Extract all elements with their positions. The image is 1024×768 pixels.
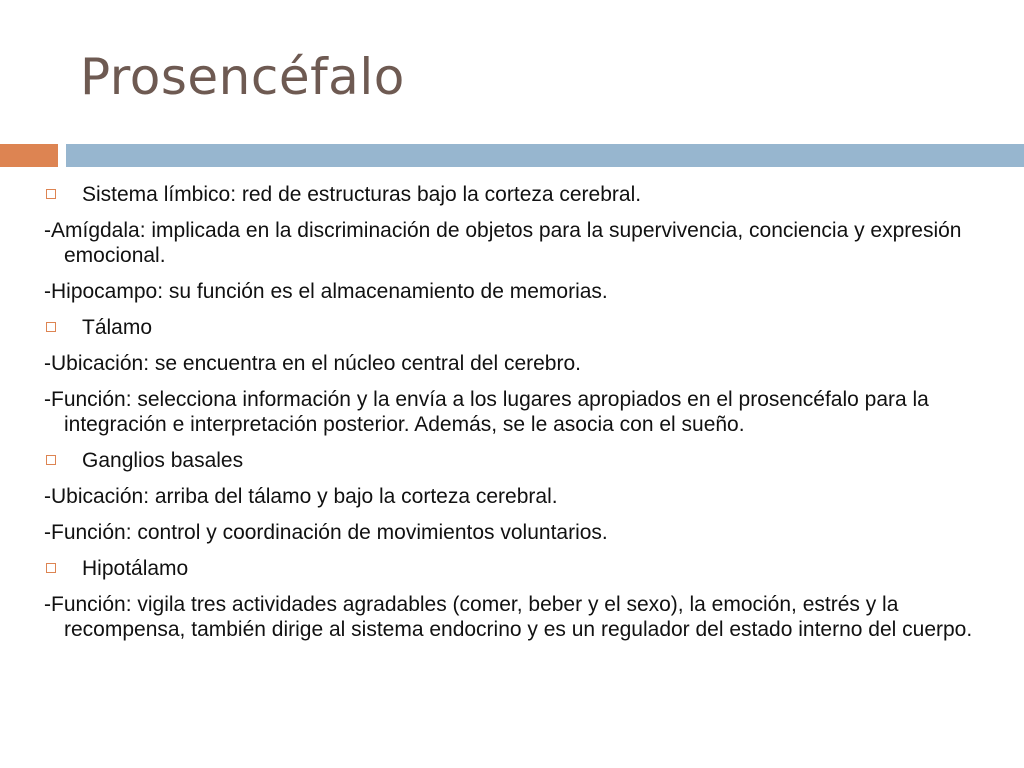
accent-bar	[0, 144, 58, 167]
sub-item-talamo-funcion: -Función: selecciona información y la envía a los lugares apropiados en el prosencéfalo para la integración e interpretación posterior. Además, se le asocia con el sueño.	[44, 388, 929, 436]
bullet-text: Hipotálamo	[82, 557, 189, 580]
slide-title: Prosencéfalo	[80, 48, 405, 106]
sub-item-hipocampo: -Hipocampo: su función es el almacenamiento de memorias.	[44, 280, 608, 303]
bullet-ganglios-basales	[44, 448, 984, 473]
sub-item-ganglios-ubicacion: -Ubicación: arriba del tálamo y bajo la corteza cerebral.	[44, 485, 558, 508]
sub-item-amigdala: -Amígdala: implicada en la discriminación de objetos para la supervivencia, conciencia y expresión emocional.	[44, 219, 962, 267]
bullet-text: Ganglios basales	[82, 449, 244, 472]
bullet-box-icon	[46, 455, 56, 465]
sub-item-hipotalamo-funcion: -Función: vigila tres actividades agradables (comer, beber y el sexo), la emoción, estrés y la recompensa, también dirige al sistema endocrino y es un regulador del estado interno del cuerpo.	[44, 593, 973, 641]
bullet-text: Sistema límbico: red de estructuras bajo la corteza cerebral.	[82, 183, 642, 206]
bullet-sistema-limbico	[44, 182, 984, 207]
slide-body	[44, 182, 984, 653]
sub-item-ganglios-funcion: -Función: control y coordinación de movimientos voluntarios.	[44, 521, 608, 544]
bullet-hipotalamo	[44, 556, 984, 581]
bullet-box-icon	[46, 322, 56, 332]
bullet-text: Tálamo	[82, 316, 153, 339]
bullet-talamo	[44, 315, 984, 340]
bullet-box-icon	[46, 189, 56, 199]
bullet-box-icon	[46, 563, 56, 573]
sub-item-talamo-ubicacion: -Ubicación: se encuentra en el núcleo central del cerebro.	[44, 352, 581, 375]
title-divider-bar	[66, 144, 1024, 167]
